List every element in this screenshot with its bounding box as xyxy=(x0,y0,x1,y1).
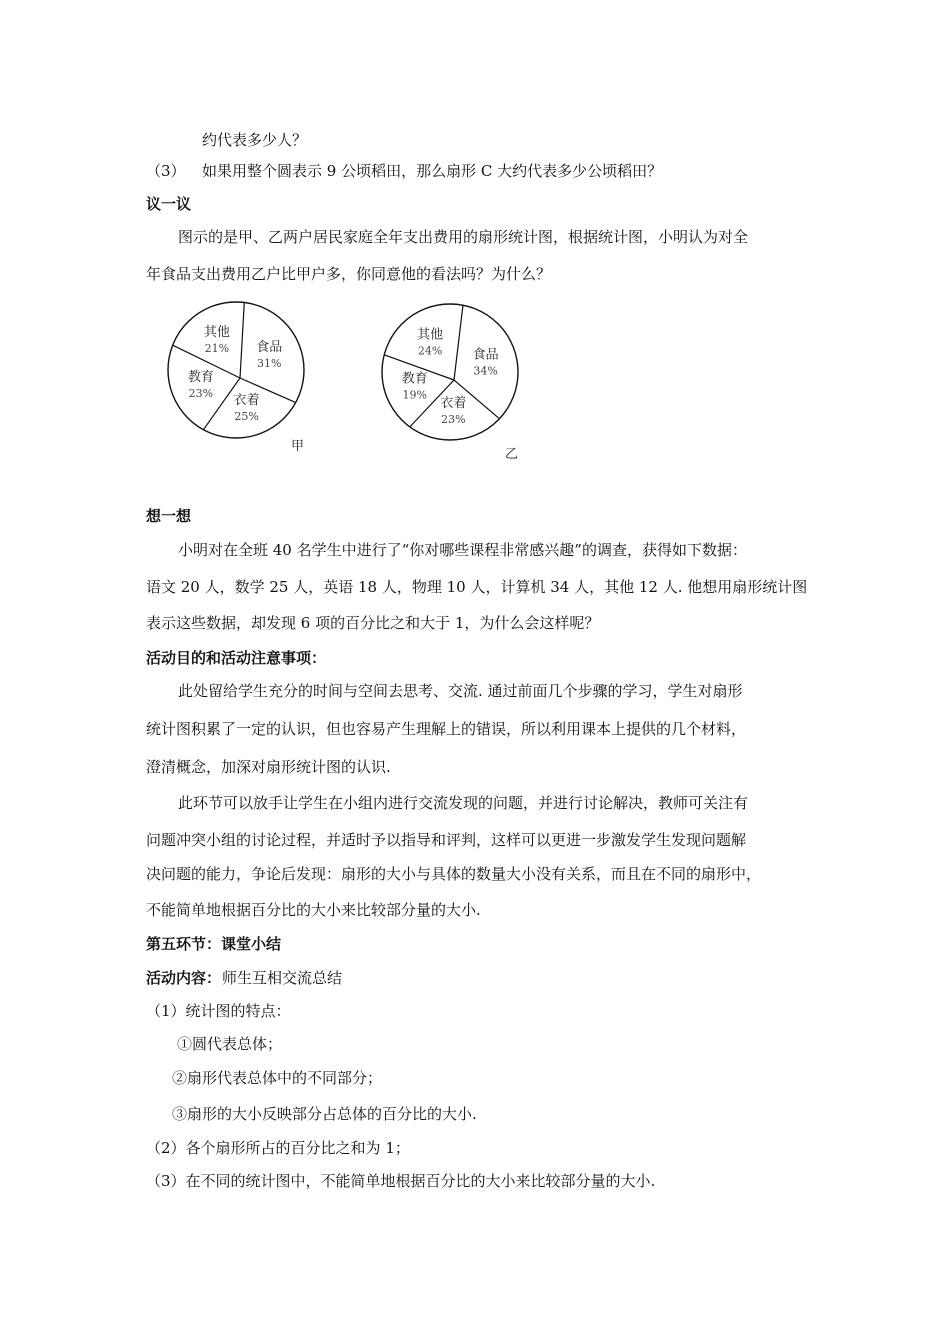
pie-chart-svg xyxy=(150,300,570,475)
pie-slice-value: 25% xyxy=(234,409,259,423)
section-heading: 活动目的和活动注意事项： xyxy=(146,649,327,667)
pie-slice-value: 21% xyxy=(204,341,230,355)
label-heading: 活动内容： xyxy=(146,969,222,987)
pie-title: 乙 xyxy=(505,447,519,462)
paragraph-line: 不能简单地根据百分比的大小来比较部分量的大小. xyxy=(146,901,481,919)
pie-slice-label: 其他 xyxy=(417,327,444,343)
paragraph-line: 问题冲突小组的讨论过程，并适时予以指导和评判，这样可以更进一步激发学生发现问题解 xyxy=(146,831,747,849)
pie-slice-label: 教育 xyxy=(401,371,428,387)
question-number: （3） xyxy=(146,162,186,180)
pie-slice-label: 食品 xyxy=(256,339,283,355)
pie-slice-divider xyxy=(240,303,244,378)
summary-item: （2）各个扇形所占的百分比之和为 1； xyxy=(146,1139,410,1157)
pie-slice-value: 23% xyxy=(188,386,214,400)
pie-slice-label: 衣着 xyxy=(233,392,260,408)
paragraph-line: 此环节可以放手让学生在小组内进行交流发现的问题，并进行讨论解决，教师可关注有 xyxy=(178,794,749,812)
paragraph-line: 此处留给学生充分的时间与空间去思考、交流. 通过前面几个步骤的学习，学生对扇形 xyxy=(178,682,743,700)
paragraph-line: 语文 20 人，数学 25 人，英语 18 人，物理 10 人，计算机 34 人，其他 12 人. 他想用扇形统计图 xyxy=(146,578,808,596)
paragraph-line: 决问题的能力，争论后发现：扇形的大小与具体的数量大小没有关系，而且在不同的扇形中， xyxy=(146,865,762,883)
pie-slice-label: 教育 xyxy=(187,369,214,385)
text-line: 约代表多少人？ xyxy=(202,131,308,149)
pie-slice-divider xyxy=(454,305,463,380)
summary-subitem: ①圆代表总体； xyxy=(177,1035,283,1053)
summary-subitem: ②扇形代表总体中的不同部分； xyxy=(172,1069,383,1087)
pie-slice-label: 衣着 xyxy=(440,396,467,412)
pie-slice-value: 23% xyxy=(441,413,466,427)
section-heading: 第五环节：课堂小结 xyxy=(146,935,282,953)
pie-slice-value: 34% xyxy=(473,364,498,378)
pie-title: 甲 xyxy=(291,439,305,454)
paragraph-line: 表示这些数据，却发现 6 项的百分比之和大于 1，为什么会这样呢？ xyxy=(146,614,600,632)
pie-slice-value: 31% xyxy=(257,356,282,370)
pie-slice-label: 食品 xyxy=(472,347,499,363)
section-heading: 议一议 xyxy=(146,195,192,213)
text-line: 如果用整个圆表示 9 公顷稻田，那么扇形 C 大约代表多少公顷稻田？ xyxy=(202,162,663,180)
pie-slice-label: 其他 xyxy=(203,324,230,340)
paragraph-line: 统计图积累了一定的认识，但也容易产生理解上的错误，所以利用课本上提供的几个材料， xyxy=(146,720,747,738)
summary-item: （3）在不同的统计图中，不能简单地根据百分比的大小来比较部分量的大小. xyxy=(146,1172,656,1190)
summary-subitem: ③扇形的大小反映部分占总体的百分比的大小. xyxy=(172,1105,477,1123)
pie-charts xyxy=(150,300,570,475)
paragraph-line: 年食品支出费用乙户比甲户多，你同意他的看法吗？为什么？ xyxy=(146,265,552,283)
paragraph-line: 澄清概念，加深对扇形统计图的认识. xyxy=(146,758,391,776)
section-heading: 想一想 xyxy=(146,507,192,525)
text-line: 师生互相交流总结 xyxy=(222,969,343,987)
summary-item: （1）统计图的特点： xyxy=(146,1002,291,1020)
paragraph-line: 小明对在全班 40 名学生中进行了“你对哪些课程非常感兴趣”的调查，获得如下数据： xyxy=(178,541,747,559)
pie-slice-value: 24% xyxy=(417,344,443,358)
pie-slice-value: 19% xyxy=(402,388,427,402)
paragraph-line: 图示的是甲、乙两户居民家庭全年支出费用的扇形统计图，根据统计图，小明认为对全 xyxy=(178,228,749,246)
